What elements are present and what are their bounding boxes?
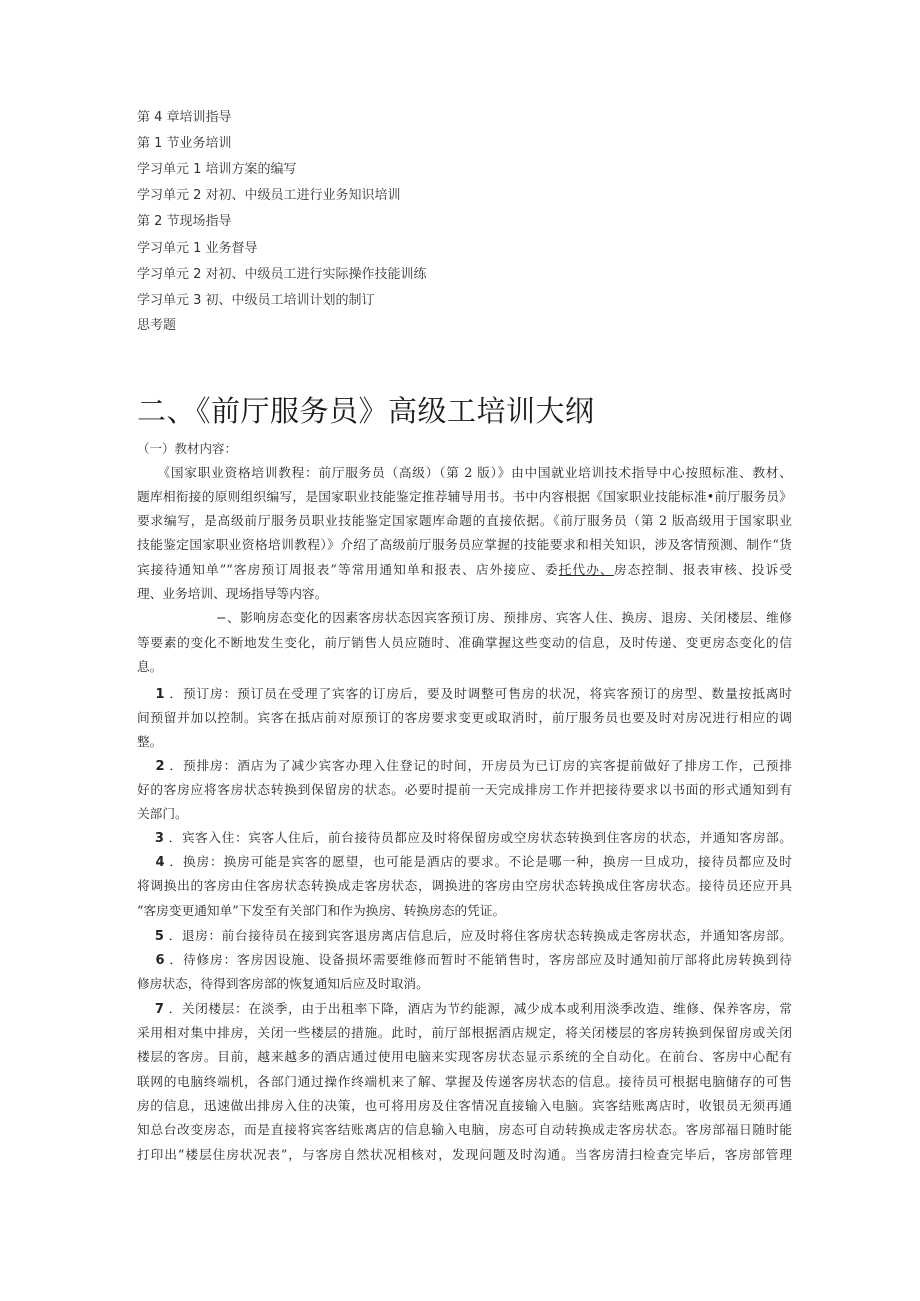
intro-line: 《国家职业资格培训教程：前厅服务员（高级）（第 2 版）》由中国就业培训技术指导中心按照标准、教材、 (137, 465, 792, 480)
underlined-text: 托代办、 (558, 562, 614, 577)
item-number: 7 (154, 1002, 164, 1017)
item-7-line: 联网的电脑终端机，各部门通过操作终端机来了解、掌握及传递客房状态的信息。接待员可根据电脑储存的可售 (137, 1074, 792, 1089)
item-text: ．宾客入住：宾客人住后，前台接待员都应及时将保留房或空房状态转换到住客房的状态，并通知客房部。 (163, 830, 792, 845)
item-2-line: 关部门。 (137, 806, 188, 821)
factors-line: 息。 (137, 659, 163, 674)
item-4-line: 将调换出的客房由住客房状态转换成走客房状态，调换进的客房由空房状态转换成住客房状态。接待员还应开具 (137, 878, 792, 893)
item-7-line: 采用相对集中排房，关闭一些楼层的措施。此时，前厅部根据酒店规定，将关闭楼层的客房转换到保留房或关闭 (137, 1025, 792, 1040)
item-text: ．关闭楼层：在淡季，由于出租率下降，酒店为节约能源，减少成本或利用淡季改造、维修、保养客房，常 (163, 1001, 792, 1016)
item-7-line: 房的信息，迅速做出排房入住的决策，也可将用房及住客情况直接输入电脑。宾客结账离店时，收银员无须再通 (137, 1098, 792, 1113)
item-1-line (137, 686, 792, 703)
item-2-line (137, 758, 792, 775)
item-2-line: 好的客房应将客房状态转换到保留房的状态。必要时提前一天完成排房工作并把接待要求以书面的形式通知到有 (137, 782, 792, 797)
toc-unit-2b: 学习单元 2 对初、中级员工进行实际操作技能训练 (137, 267, 427, 282)
item-number: 2 (155, 759, 165, 774)
item-text: ．待修房：客房因设施、设备损坏需要维修而暂时不能销售时，客房部应及时通知前厅部将此房转换到待 (164, 952, 792, 967)
factors-line: −、影响房态变化的因素客房状态因宾客预订房、预排房、宾客人住、换房、退房、关闭楼层、维修 (137, 610, 792, 625)
item-number: 1 (155, 687, 165, 702)
item-number: 5 (154, 929, 164, 944)
item-7-line (137, 1001, 792, 1018)
item-4-line: “客房变更通知单”下发至有关部门和作为换房、转换房态的凭证。 (137, 903, 506, 918)
item-text: ．换房：换房可能是宾客的愿望，也可能是酒店的要求。不论是哪一种，换房一旦成功，接待员都应及时 (164, 854, 792, 869)
item-6-line (137, 952, 792, 969)
item-number: 6 (155, 953, 165, 968)
toc-questions: 思考题 (137, 318, 177, 333)
item-text: ．预订房：预订员在受理了宾客的订房后，要及时调整可售房的状况，将宾客预订的房型、数量按抵离时 (164, 686, 792, 701)
item-7-line: 打印出“楼层住房状况表”，与客房自然状况相核对，发现问题及时沟通。当客房清扫检查完毕后，客房部管理 (137, 1147, 792, 1162)
toc-unit-1: 学习单元 1 培训方案的编写 (137, 162, 297, 177)
intro-line (137, 562, 792, 578)
toc-unit-2: 学习单元 2 对初、中级员工进行业务知识培训 (137, 188, 401, 203)
intro-line: 技能鉴定国家职业资格培训教程）》介绍了高级前厅服务员应掌握的技能要求和相关知识，涉及客情预测、制作“货 (137, 537, 792, 552)
item-1-line: 间预留并加以控制。宾客在抵店前对原预订的客房要求变更或取消时，前厅服务员也要及时对房况进行相应的调 (137, 710, 792, 725)
item-6-line: 修房状态，待得到客房部的恢复通知后应及时取消。 (137, 976, 429, 991)
intro-line: 要求编写，是高级前厅服务员职业技能鉴定国家题库命题的直接依据。《前厅服务员（第 2 版高级用于国家职业 (137, 513, 792, 528)
item-3-line (137, 830, 792, 847)
item-number: 3 (154, 831, 164, 846)
intro-text: 房态控制、报表审核、投诉受 (613, 562, 792, 577)
section-title: 二、《前厅服务员》高级工培训大纲 (137, 394, 595, 428)
item-7-line: 楼层的客房。目前，越来越多的酒店通过使用电脑来实现客房状态显示系统的全自动化。在前台、客房中心配有 (137, 1049, 792, 1064)
section-subtitle: （一）教材内容： (137, 441, 238, 456)
toc-unit-3: 学习单元 3 初、中级员工培训计划的制订 (137, 293, 375, 308)
intro-text: 宾接待通知单”“客房预订周报表”等常用通知单和报表、店外接应、委 (137, 562, 559, 577)
intro-line: 题库相衔接的原则组织编写，是国家职业技能鉴定推荐辅导用书。书中内容根据《国家职业技能标准•前厅服务员》 (137, 489, 792, 504)
toc-unit-1b: 学习单元 1 业务督导 (137, 241, 258, 256)
item-number: 4 (155, 855, 165, 870)
item-text: ．退房：前台接待员在接到宾客退房离店信息后，应及时将住客房状态转换成走客房状态，并通知客房部。 (163, 928, 792, 943)
intro-line: 理、业务培训、现场指导等内容。 (137, 586, 328, 601)
toc-chapter-4: 第 4 章培训指导 (137, 110, 232, 125)
item-5-line (137, 928, 792, 945)
toc-section-2: 第 2 节现场指导 (137, 214, 232, 229)
item-4-line (137, 854, 792, 871)
item-text: ．预排房：酒店为了减少宾客办理入住登记的时间，开房员为已订房的宾客提前做好了排房工作，己预排 (164, 758, 792, 773)
factors-line: 等要素的变化不断地发生变化，前厅销售人员应随时、准确掌握这些变动的信息，及时传递、变更房态变化的信 (137, 635, 792, 650)
item-1-line: 整。 (137, 734, 163, 749)
toc-section-1: 第 1 节业务培训 (137, 136, 232, 151)
item-7-line: 知总台改变房态，而是直接将宾客结账离店的信息输入电脑，房态可自动转换成走客房状态。客房部福日随时能 (137, 1122, 792, 1137)
